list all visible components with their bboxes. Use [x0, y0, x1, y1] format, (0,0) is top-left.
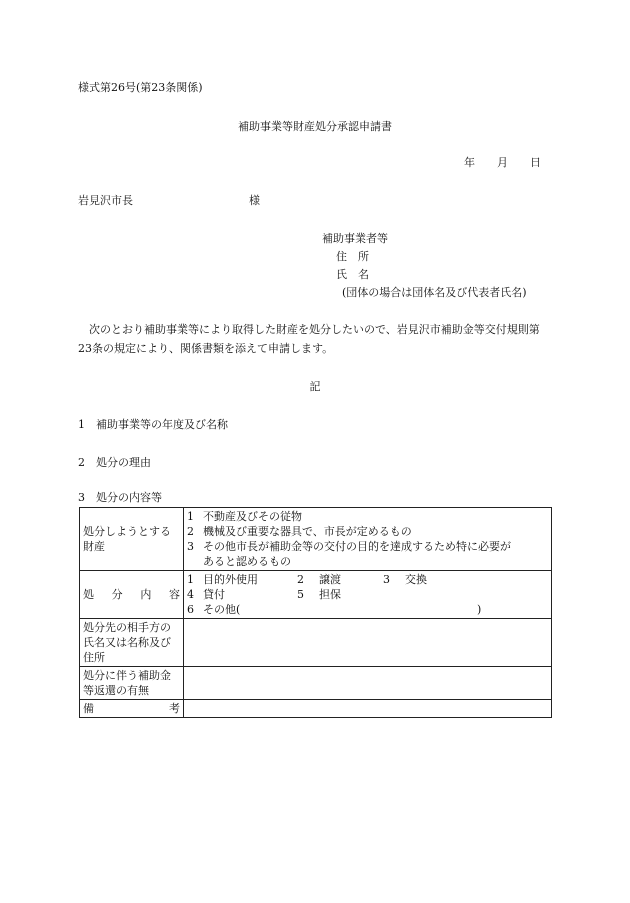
- property-label: 処分しようとする財産: [83, 525, 171, 553]
- addressee: [78, 193, 260, 208]
- disposal-option-2: [297, 572, 383, 587]
- disposal-option-2-text: 譲渡: [319, 573, 341, 586]
- property-option-3: [187, 539, 548, 554]
- refund-label: 処分に伴う補助金等返還の有無: [83, 669, 171, 697]
- property-option-1-number: 1: [187, 510, 194, 523]
- disposal-option-3-number: 3: [383, 573, 390, 586]
- application-statement: 次のとおり補助事業等により取得した財産を処分したいので、岩見沢市補助金等交付規則第23条の規定により、関係書類を添えて申請します。: [78, 323, 540, 355]
- row-property: [80, 508, 552, 571]
- item-1-number: 1: [78, 418, 85, 431]
- disposal-label-char-4: 容: [168, 588, 180, 601]
- disposal-option-1-text: 目的外使用: [203, 573, 258, 586]
- addressee-honorific: 様: [249, 194, 260, 207]
- item-3-label: 処分の内容等: [96, 491, 162, 504]
- disposal-option-2-number: 2: [297, 573, 304, 586]
- property-option-2: [187, 524, 548, 539]
- disposal-label: [83, 587, 180, 602]
- disposal-details-table: [79, 507, 552, 718]
- row-refund: [80, 667, 552, 700]
- disposal-label-cell: [80, 571, 184, 619]
- remarks-label: [83, 701, 180, 716]
- row-counterparty: [80, 619, 552, 667]
- item-3-number: 3: [78, 491, 85, 504]
- disposal-options-row-3: [187, 602, 548, 617]
- disposal-option-6-close: ): [477, 603, 482, 616]
- remarks-value-cell: [184, 700, 552, 718]
- item-3: [78, 490, 162, 505]
- property-option-3-text: その他市長が補助金等の交付の目的を達成するため特に必要が: [203, 540, 511, 553]
- disposal-option-6: [187, 602, 477, 617]
- disposal-option-1-number: 1: [187, 573, 194, 586]
- disposal-option-6-text: その他(: [203, 603, 241, 616]
- disposal-option-1: [187, 572, 297, 587]
- disposal-options-row-1: [187, 572, 548, 587]
- refund-value-cell: [184, 667, 552, 700]
- disposal-label-char-1: 処: [83, 588, 94, 601]
- remarks-label-char-1: 備: [83, 702, 94, 715]
- ki-marker: 記: [309, 380, 321, 393]
- remarks-label-cell: [80, 700, 184, 718]
- addressee-name: 岩見沢市長: [78, 194, 133, 207]
- property-option-3-number: 3: [187, 540, 194, 553]
- property-option-2-text: 機械及び重要な器具で、市長が定めるもの: [203, 525, 412, 538]
- row-disposal: [80, 571, 552, 619]
- form-number: 様式第26号(第23条関係): [78, 81, 203, 94]
- disposal-option-4: [187, 587, 297, 602]
- date-month: 月: [497, 156, 508, 169]
- applicant-name-label: 氏 名: [336, 268, 369, 281]
- date-day: 日: [530, 156, 541, 169]
- row-remarks: [80, 700, 552, 718]
- item-2: [78, 455, 151, 470]
- property-option-1: [187, 509, 548, 524]
- disposal-option-5-number: 5: [297, 588, 304, 601]
- applicant-heading: 補助事業者等: [322, 232, 388, 245]
- disposal-options-row-2: [187, 587, 548, 602]
- property-label-cell: [80, 508, 184, 571]
- property-option-1-text: 不動産及びその従物: [203, 510, 302, 523]
- document-title: 補助事業等財産処分承認申請書: [238, 120, 392, 133]
- item-1: [78, 417, 228, 432]
- applicant-block: [322, 231, 527, 303]
- disposal-option-6-number: 6: [187, 603, 194, 616]
- property-option-2-number: 2: [187, 525, 194, 538]
- remarks-label-char-2: 考: [169, 702, 180, 715]
- disposal-option-3-text: 交換: [405, 573, 427, 586]
- disposal-option-5: [297, 587, 341, 602]
- item-1-label: 補助事業等の年度及び名称: [96, 418, 228, 431]
- applicant-address-label: 住 所: [336, 250, 369, 263]
- refund-label-cell: [80, 667, 184, 700]
- disposal-options-cell: [184, 571, 552, 619]
- applicant-note: (団体の場合は団体名及び代表者氏名): [342, 286, 527, 299]
- disposal-option-3: [383, 572, 427, 587]
- counterparty-value-cell: [184, 619, 552, 667]
- item-2-number: 2: [78, 456, 85, 469]
- disposal-option-5-text: 担保: [319, 588, 341, 601]
- disposal-label-char-2: 分: [111, 588, 123, 601]
- disposal-label-char-3: 内: [140, 588, 152, 601]
- date-year: 年: [464, 156, 475, 169]
- item-2-label: 処分の理由: [96, 456, 151, 469]
- property-option-3-continuation: あると認めるもの: [203, 555, 291, 568]
- disposal-option-4-text: 貸付: [203, 588, 225, 601]
- date-line: [464, 155, 541, 170]
- counterparty-label: 処分先の相手方の氏名又は名称及び住所: [83, 621, 171, 664]
- property-options-cell: [184, 508, 552, 571]
- counterparty-label-cell: [80, 619, 184, 667]
- disposal-option-4-number: 4: [187, 588, 194, 601]
